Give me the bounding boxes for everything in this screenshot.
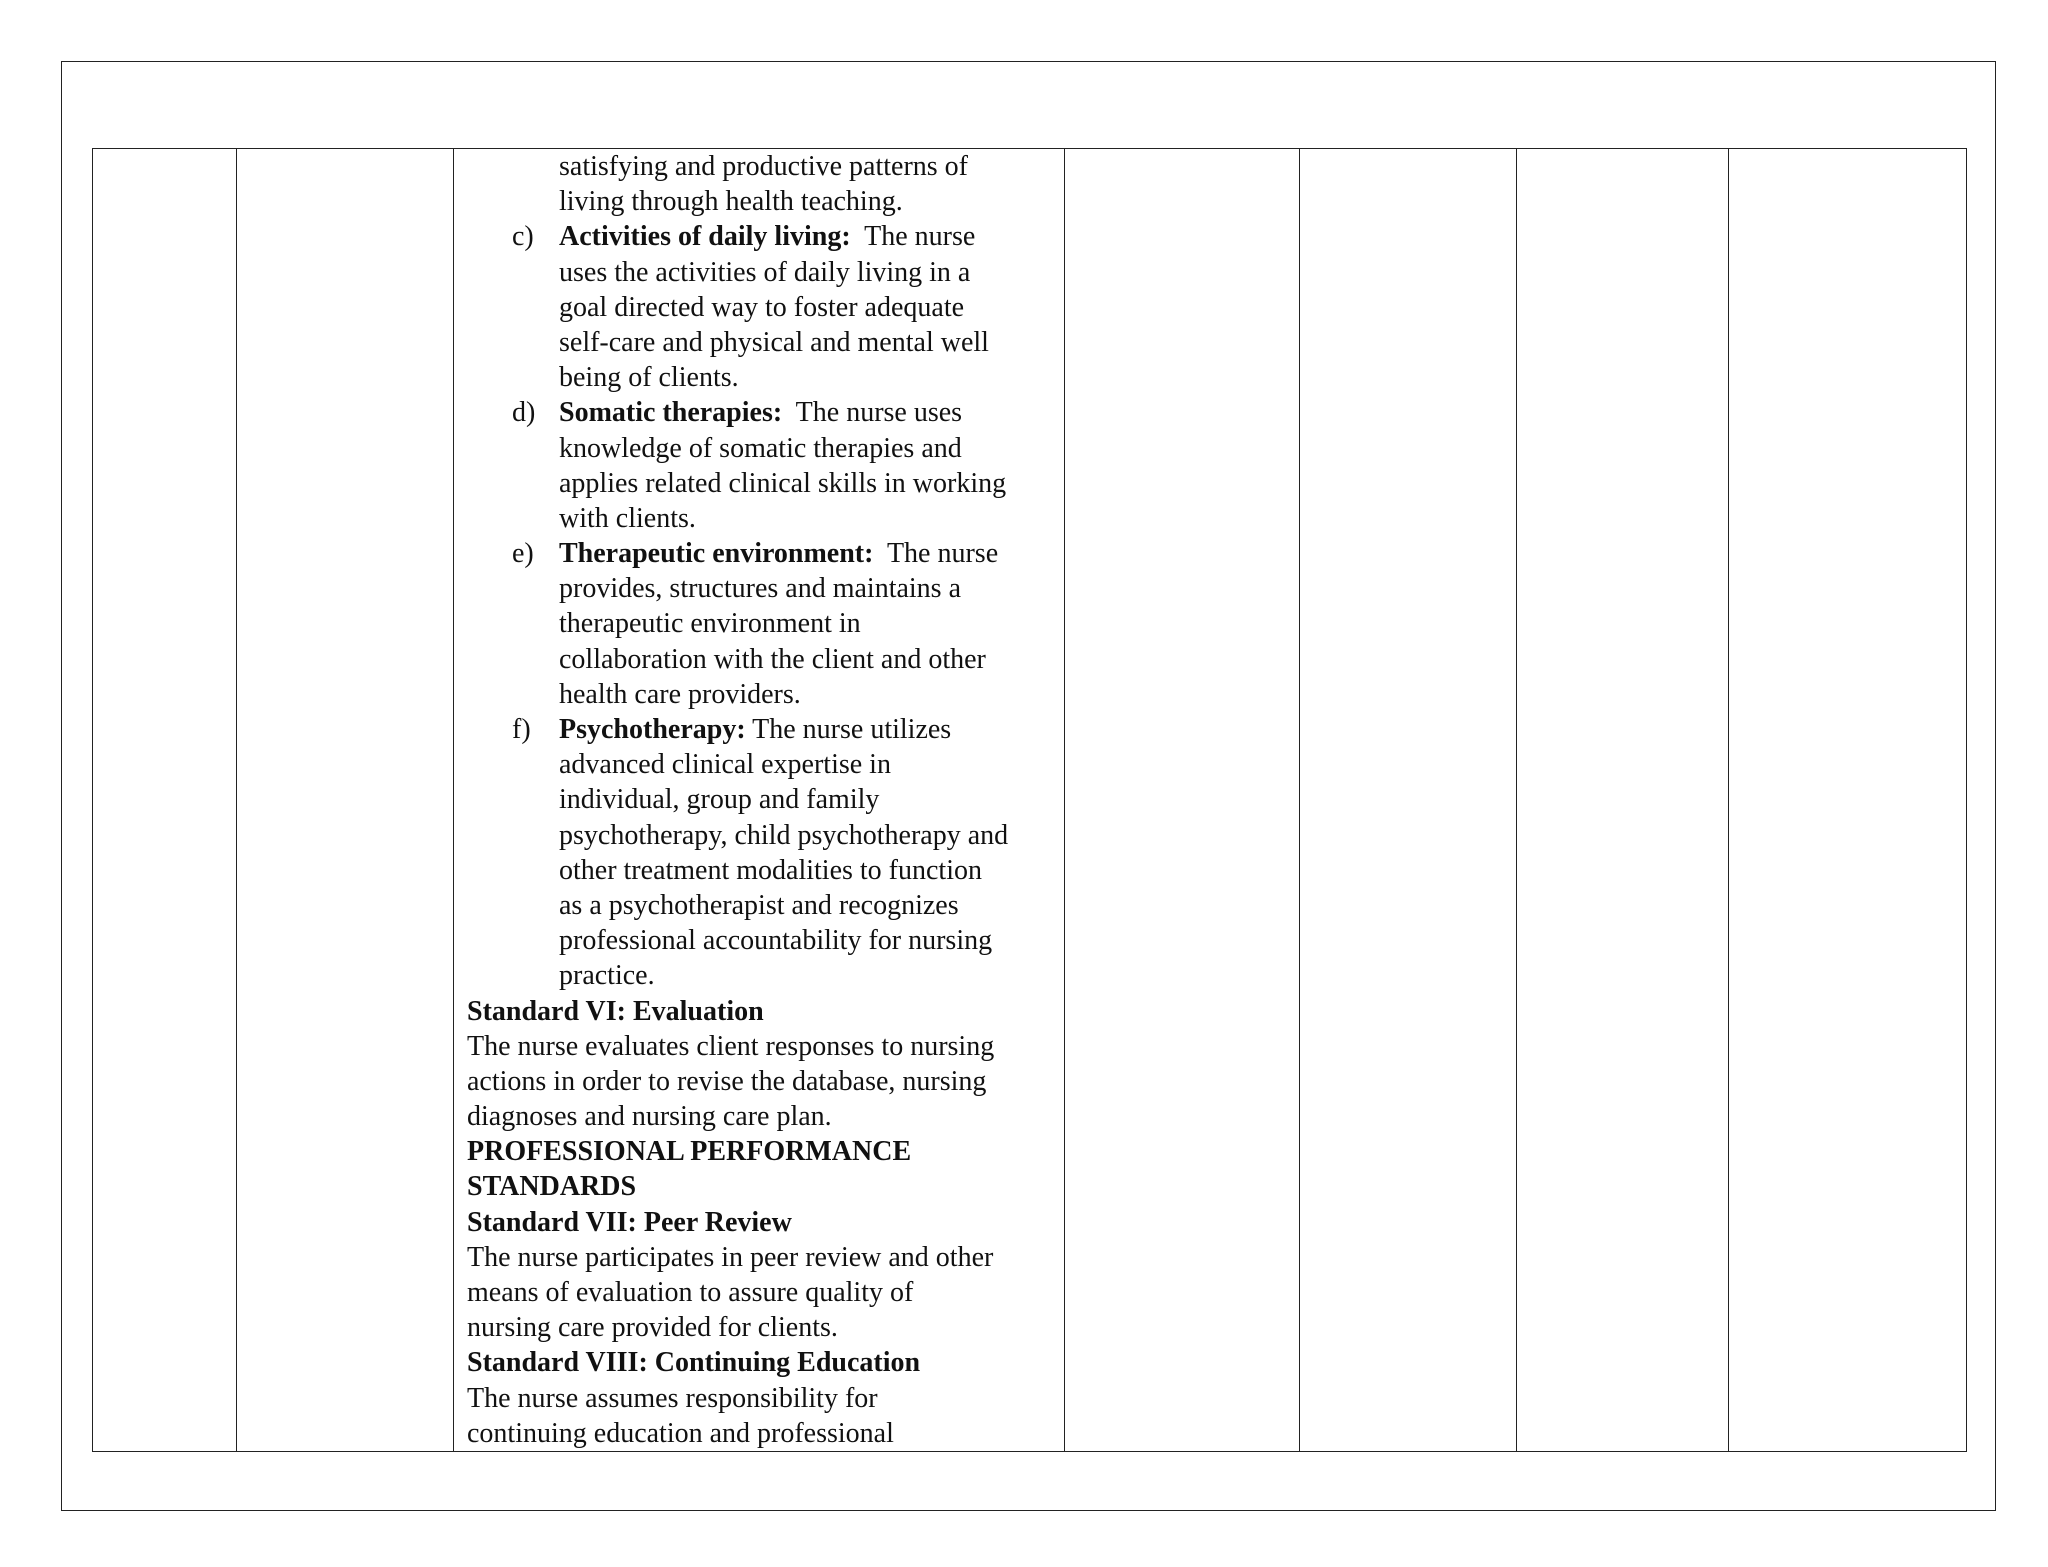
list-item-d: [467, 395, 1054, 536]
list-item-line: self-care and physical and mental well: [559, 326, 989, 358]
standard-viii-heading: Standard VIII: Continuing Education: [467, 1347, 921, 1379]
list-item-title: Psychotherapy:: [559, 714, 746, 745]
list-item-first-line: [559, 395, 1054, 430]
list-item-line: applies related clinical skills in working: [559, 467, 1007, 499]
list-item-line: with clients.: [559, 502, 696, 534]
list-item-title: Activities of daily living:: [559, 221, 851, 253]
standard-vi-line: The nurse evaluates client responses to nursing: [467, 1030, 995, 1062]
list-item-line: advanced clinical expertise in: [559, 749, 891, 781]
list-item-text: The nurse: [873, 538, 999, 570]
empty-cell-7: [1729, 149, 1967, 1452]
list-item-line: practice.: [559, 960, 655, 992]
list-item-e: [467, 536, 1054, 712]
standard-vi-line: diagnoses and nursing care plan.: [467, 1101, 832, 1133]
standard-vii-line: means of evaluation to assure quality of: [467, 1277, 914, 1308]
list-item-line: other treatment modalities to function: [559, 854, 982, 886]
empty-cell-5: [1300, 149, 1517, 1452]
list-item-line: as a psychotherapist and recognizes: [559, 889, 959, 921]
list-item-line: professional accountability for nursing: [559, 925, 993, 957]
list-item-first-line: [559, 712, 1054, 747]
list-item-text: The nurse utilizes: [745, 714, 952, 745]
list-marker: c): [512, 221, 534, 253]
list-item-line: knowledge of somatic therapies and: [559, 432, 962, 464]
empty-cell-2: [237, 149, 454, 1452]
continued-item-line: satisfying and productive patterns of: [559, 151, 969, 182]
list-item-title: Somatic therapies:: [559, 397, 783, 429]
list-item-line: collaboration with the client and other: [559, 643, 986, 675]
empty-cell-1: [93, 149, 237, 1452]
standard-vi-heading: Standard VI: Evaluation: [467, 995, 764, 1027]
list-item-f: [467, 712, 1054, 994]
list-item-line: individual, group and family: [559, 784, 880, 816]
list-marker: d): [512, 397, 536, 429]
empty-cell-6: [1517, 149, 1729, 1452]
list-marker: e): [512, 538, 534, 570]
list-item-text: The nurse uses: [782, 397, 963, 429]
list-item-text: The nurse: [850, 221, 976, 253]
list-item-line: psychotherapy, child psychotherapy and: [559, 819, 1009, 851]
standards-text: [467, 149, 1054, 1451]
list-item-title: Therapeutic environment:: [559, 538, 874, 570]
list-item-first-line: [559, 219, 1054, 254]
professional-standards-heading: STANDARDS: [467, 1171, 637, 1203]
list-item-line: being of clients.: [559, 362, 739, 394]
standard-vii-heading: Standard VII: Peer Review: [467, 1206, 792, 1238]
standard-vii-line: nursing care provided for clients.: [467, 1312, 838, 1344]
standard-viii-line: The nurse assumes responsibility for: [467, 1382, 878, 1414]
standard-vi-line: actions in order to revise the database, nursing: [467, 1065, 987, 1097]
standard-viii-line: continuing education and professional: [467, 1417, 894, 1449]
list-item-first-line: [559, 536, 1054, 571]
standards-text-cell: [454, 149, 1065, 1452]
list-item-line: health care providers.: [559, 678, 801, 710]
continued-item-line: living through health teaching.: [559, 186, 903, 218]
empty-cell-4: [1065, 149, 1300, 1452]
list-item-line: uses the activities of daily living in a: [559, 256, 971, 288]
list-marker: f): [512, 714, 531, 745]
standard-vii-line: The nurse participates in peer review and other: [467, 1241, 994, 1273]
professional-standards-heading: PROFESSIONAL PERFORMANCE: [467, 1136, 912, 1168]
list-item-line: therapeutic environment in: [559, 608, 861, 640]
table-row: [93, 149, 1967, 1452]
list-item-c: [467, 219, 1054, 395]
list-item-line: goal directed way to foster adequate: [559, 291, 965, 323]
list-item-line: provides, structures and maintains a: [559, 573, 962, 605]
standards-table: [92, 148, 1967, 1452]
